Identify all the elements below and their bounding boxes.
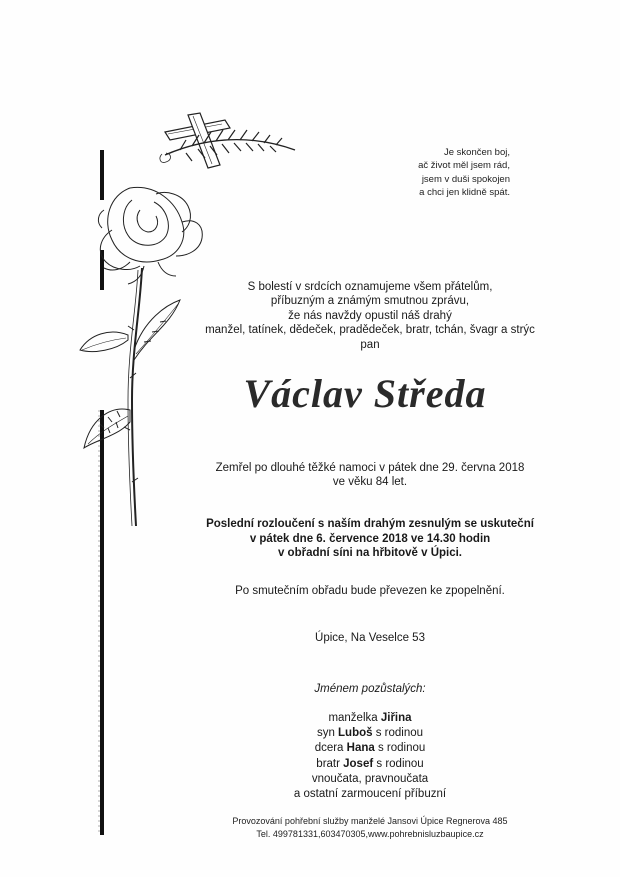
relative-name: Jiřina bbox=[380, 712, 412, 724]
poem-line: jsem v duši spokojen bbox=[421, 173, 510, 185]
relatives-list bbox=[150, 711, 590, 802]
vertical-bars-icon bbox=[99, 150, 104, 835]
death-notice bbox=[150, 461, 590, 490]
intro-line: manžel, tatínek, dědeček, pradědeček, bratr, tchán, švagr a strýc bbox=[205, 324, 535, 337]
funeral-line: Poslední rozloučení s naším drahým zesnulým se uskuteční bbox=[206, 518, 534, 530]
relative-name: Josef bbox=[343, 757, 374, 770]
relative-item: vnoučata, pravnoučata bbox=[311, 772, 429, 785]
announcement-intro bbox=[150, 280, 590, 352]
relative-item: manželka Jiřina bbox=[328, 712, 412, 724]
intro-line: příbuzným a známým smutnou zprávu, bbox=[270, 295, 470, 308]
poem-line: ač život měl jsem rád, bbox=[418, 160, 510, 172]
funeral-service-footer bbox=[150, 815, 590, 840]
footer-line: Provozování pohřební služby manželé Jansovi Úpice Regnerova 485 bbox=[232, 816, 508, 826]
cross-with-palm-icon bbox=[160, 113, 295, 168]
relative-name: Hana bbox=[346, 742, 375, 755]
intro-line: že nás navždy opustil náš drahý bbox=[288, 309, 452, 322]
poem-line: a chci jen klidně spát. bbox=[419, 186, 510, 198]
death-notice-line: ve věku 84 let. bbox=[332, 476, 408, 489]
address: Úpice, Na Veselce 53 bbox=[315, 632, 425, 644]
relative-item: dcera Hana s rodinou bbox=[314, 742, 426, 755]
deceased-name: Václav Středa bbox=[243, 371, 487, 416]
relative-item: syn Luboš s rodinou bbox=[316, 727, 424, 740]
relative-name: Luboš bbox=[338, 727, 373, 740]
poem-line: Je skončen boj, bbox=[443, 147, 510, 158]
poem bbox=[380, 146, 510, 199]
intro-line: S bolestí v srdcích oznamujeme všem přátelům, bbox=[247, 281, 493, 293]
cremation-note: Po smutečním obřadu bude převezen ke zpopelnění. bbox=[235, 585, 505, 597]
funeral-line: v pátek dne 6. července 2018 ve 14.30 hodin bbox=[249, 532, 491, 545]
on-behalf-heading: Jménem pozůstalých: bbox=[314, 683, 426, 695]
relative-item: a ostatní zarmoucení příbuzní bbox=[293, 788, 447, 801]
funeral-details bbox=[150, 517, 590, 561]
footer-contact: Tel. 499781331,603470305,www.pohrebnisluzbaupice.cz bbox=[256, 828, 484, 839]
relative-item: bratr Josef s rodinou bbox=[316, 757, 424, 770]
intro-line: pan bbox=[360, 338, 380, 351]
death-notice-line: Zemřel po dlouhé těžké namoci v pátek dne 29. června 2018 bbox=[215, 462, 525, 474]
funeral-line: v obřadní síni na hřbitově v Úpici. bbox=[277, 547, 463, 560]
